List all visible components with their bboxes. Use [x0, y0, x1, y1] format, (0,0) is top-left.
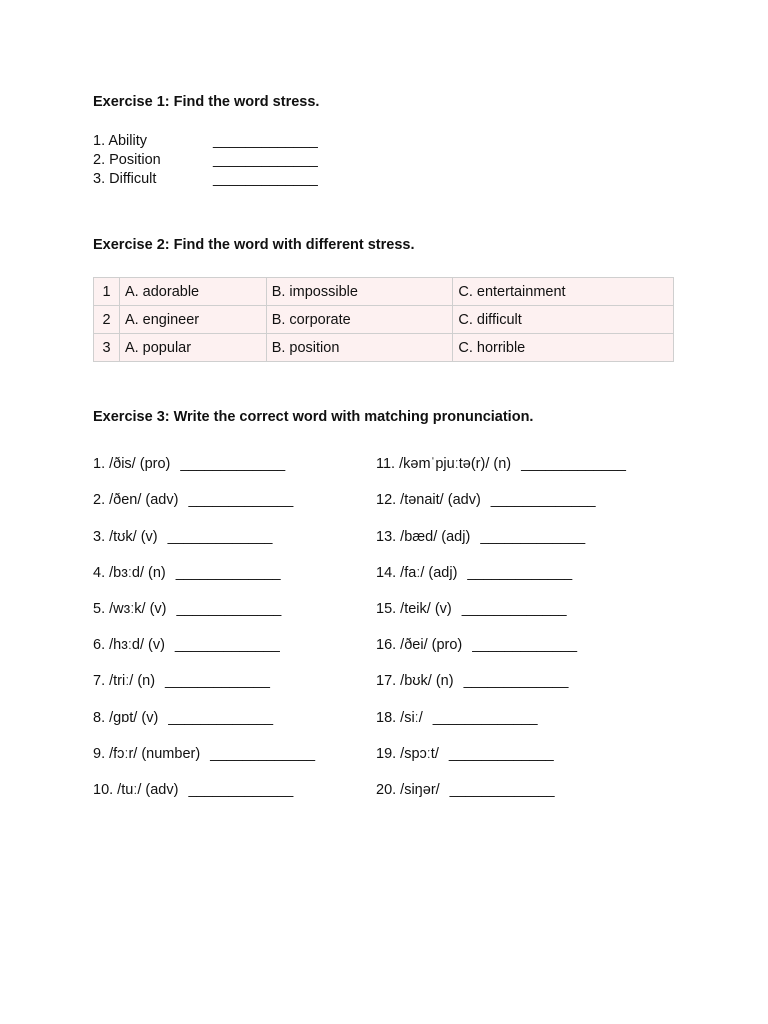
pronunciation-item	[93, 563, 281, 583]
answer-blank[interactable]: _____________	[461, 601, 567, 617]
pronunciation-item	[376, 599, 567, 619]
pronunciation-prompt: 4. /bɜːd/ (n)	[93, 565, 166, 581]
option-a[interactable]: A. engineer	[119, 306, 266, 334]
option-c[interactable]: C. difficult	[453, 306, 674, 334]
pronunciation-item	[93, 744, 315, 764]
pronunciation-item	[93, 708, 273, 728]
option-a[interactable]: A. adorable	[119, 278, 266, 306]
pronunciation-item	[93, 599, 281, 619]
answer-blank[interactable]: _____________	[188, 782, 294, 798]
pronunciation-item	[376, 490, 596, 510]
exercise-2-table	[93, 277, 674, 362]
pronunciation-prompt: 10. /tuː/ (adv)	[93, 782, 179, 798]
pronunciation-item	[376, 635, 577, 655]
answer-blank[interactable]: _____________	[176, 601, 282, 617]
pronunciation-prompt: 5. /wɜːk/ (v)	[93, 601, 167, 617]
answer-blank[interactable]: _____________	[168, 710, 274, 726]
option-c[interactable]: C. horrible	[453, 334, 674, 362]
pronunciation-item	[376, 671, 568, 691]
pronunciation-prompt: 15. /teik/ (v)	[376, 601, 452, 617]
option-b[interactable]: B. position	[266, 334, 453, 362]
answer-blank[interactable]: _____________	[480, 529, 586, 545]
exercise-1-word: 3. Difficult	[93, 171, 157, 187]
answer-blank[interactable]: _____________	[213, 152, 318, 168]
pronunciation-prompt: 2. /ðen/ (adv)	[93, 492, 179, 508]
pronunciation-item	[376, 744, 554, 764]
pronunciation-prompt: 8. /gɒt/ (v)	[93, 710, 159, 726]
exercise-1-title: Exercise 1: Find the word stress.	[93, 94, 320, 110]
pronunciation-prompt: 16. /ðei/ (pro)	[376, 637, 463, 653]
pronunciation-item	[376, 708, 538, 728]
table-row	[94, 278, 674, 306]
answer-blank[interactable]: _____________	[463, 673, 569, 689]
pronunciation-item	[93, 490, 293, 510]
pronunciation-prompt: 11. /kəmˈpjuːtə(r)/ (n)	[376, 456, 512, 472]
pronunciation-prompt: 6. /hɜːd/ (v)	[93, 637, 165, 653]
answer-blank[interactable]: _____________	[213, 133, 318, 149]
pronunciation-prompt: 9. /fɔːr/ (number)	[93, 746, 201, 762]
pronunciation-prompt: 18. /siː/	[376, 710, 423, 726]
exercise-3-title: Exercise 3: Write the correct word with matching pronunciation.	[93, 409, 534, 425]
exercise-1-word: 1. Ability	[93, 133, 147, 149]
pronunciation-item	[93, 527, 272, 547]
exercise-1-word: 2. Position	[93, 152, 161, 168]
pronunciation-item	[93, 635, 280, 655]
exercise-2-title: Exercise 2: Find the word with different stress.	[93, 237, 415, 253]
pronunciation-prompt: 7. /triː/ (n)	[93, 673, 156, 689]
option-c[interactable]: C. entertainment	[453, 278, 674, 306]
pronunciation-prompt: 3. /tʊk/ (v)	[93, 529, 158, 545]
pronunciation-item	[376, 527, 585, 547]
answer-blank[interactable]: _____________	[490, 492, 596, 508]
pronunciation-item	[93, 780, 293, 800]
pronunciation-item	[93, 671, 270, 691]
row-number: 3	[94, 334, 120, 362]
pronunciation-prompt: 19. /spɔːt/	[376, 746, 439, 762]
table-row	[94, 334, 674, 362]
pronunciation-prompt: 1. /ðis/ (pro)	[93, 456, 171, 472]
answer-blank[interactable]: _____________	[521, 456, 626, 472]
answer-blank[interactable]: _____________	[165, 673, 270, 689]
option-b[interactable]: B. impossible	[266, 278, 453, 306]
pronunciation-item	[376, 780, 555, 800]
answer-blank[interactable]: _____________	[167, 529, 273, 545]
answer-blank[interactable]: _____________	[432, 710, 538, 726]
answer-blank[interactable]: _____________	[467, 565, 573, 581]
answer-blank[interactable]: _____________	[188, 492, 294, 508]
pronunciation-item	[93, 454, 285, 474]
pronunciation-item	[376, 563, 572, 583]
answer-blank[interactable]: _____________	[448, 746, 554, 762]
answer-blank[interactable]: _____________	[180, 456, 286, 472]
pronunciation-prompt: 17. /bʊk/ (n)	[376, 673, 454, 689]
pronunciation-prompt: 20. /siŋər/	[376, 782, 440, 798]
pronunciation-prompt: 14. /faː/ (adj)	[376, 565, 458, 581]
answer-blank[interactable]: _____________	[472, 637, 578, 653]
table-row	[94, 306, 674, 334]
option-a[interactable]: A. popular	[119, 334, 266, 362]
answer-blank[interactable]: _____________	[210, 746, 316, 762]
row-number: 1	[94, 278, 120, 306]
option-b[interactable]: B. corporate	[266, 306, 453, 334]
answer-blank[interactable]: _____________	[213, 171, 318, 187]
answer-blank[interactable]: _____________	[175, 565, 281, 581]
answer-blank[interactable]: _____________	[174, 637, 280, 653]
row-number: 2	[94, 306, 120, 334]
answer-blank[interactable]: _____________	[449, 782, 555, 798]
pronunciation-prompt: 13. /bæd/ (adj)	[376, 529, 471, 545]
pronunciation-item	[376, 454, 626, 474]
pronunciation-prompt: 12. /tənait/ (adv)	[376, 492, 481, 508]
